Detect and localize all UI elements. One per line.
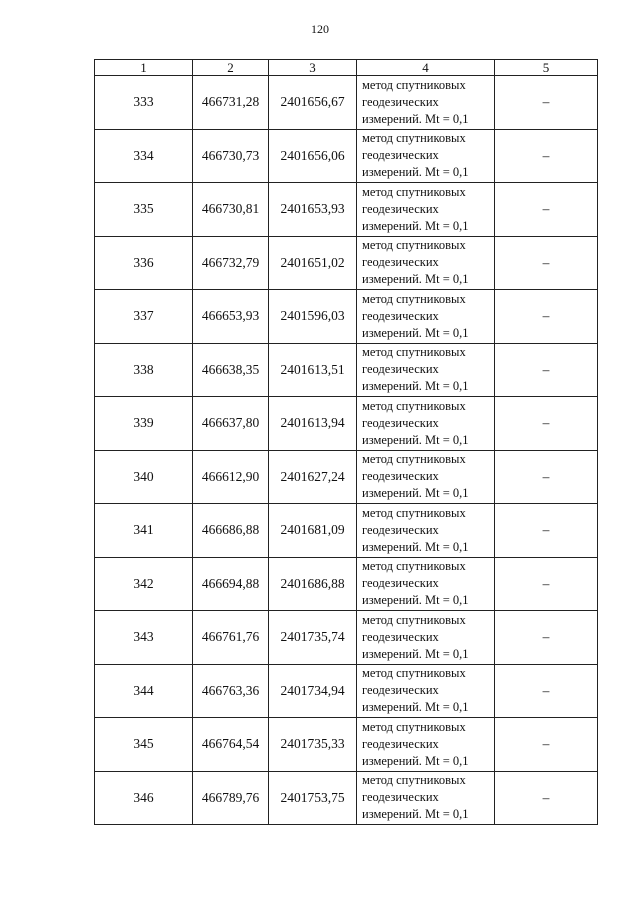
point-number-cell: 333	[95, 76, 193, 130]
method-line: геодезических	[362, 522, 439, 537]
method-cell	[357, 236, 495, 290]
method-line: измерений. Mt = 0,1	[362, 539, 469, 554]
table-row	[95, 771, 598, 825]
method-line: метод спутниковых	[362, 505, 466, 520]
note-cell: –	[495, 504, 598, 558]
note-cell: –	[495, 771, 598, 825]
point-number-cell: 335	[95, 183, 193, 237]
x-coordinate-cell: 466694,88	[193, 557, 269, 611]
note-cell: –	[495, 183, 598, 237]
column-header-1: 1	[95, 60, 193, 76]
method-line: метод спутниковых	[362, 238, 466, 253]
method-line: метод спутниковых	[362, 559, 466, 574]
method-line: геодезических	[362, 790, 439, 805]
header-row	[95, 60, 598, 76]
method-line: измерений. Mt = 0,1	[362, 700, 469, 715]
table-row	[95, 557, 598, 611]
method-line: измерений. Mt = 0,1	[362, 807, 469, 822]
method-line: измерений. Mt = 0,1	[362, 165, 469, 180]
x-coordinate-cell: 466730,81	[193, 183, 269, 237]
table-row	[95, 129, 598, 183]
method-line: измерений. Mt = 0,1	[362, 379, 469, 394]
table-row	[95, 290, 598, 344]
point-number-cell: 343	[95, 611, 193, 665]
method-line: геодезических	[362, 629, 439, 644]
y-coordinate-cell: 2401653,93	[269, 183, 357, 237]
method-cell	[357, 557, 495, 611]
method-line: измерений. Mt = 0,1	[362, 593, 469, 608]
method-line: измерений. Mt = 0,1	[362, 218, 469, 233]
method-line: геодезических	[362, 683, 439, 698]
method-cell	[357, 183, 495, 237]
x-coordinate-cell: 466789,76	[193, 771, 269, 825]
note-cell: –	[495, 718, 598, 772]
column-header-4: 4	[357, 60, 495, 76]
table-row	[95, 343, 598, 397]
method-cell	[357, 450, 495, 504]
y-coordinate-cell: 2401656,67	[269, 76, 357, 130]
x-coordinate-cell: 466732,79	[193, 236, 269, 290]
table-row	[95, 183, 598, 237]
y-coordinate-cell: 2401613,94	[269, 397, 357, 451]
method-line: геодезических	[362, 469, 439, 484]
y-coordinate-cell: 2401753,75	[269, 771, 357, 825]
table-row	[95, 664, 598, 718]
column-header-3: 3	[269, 60, 357, 76]
table-row	[95, 236, 598, 290]
y-coordinate-cell: 2401681,09	[269, 504, 357, 558]
method-line: метод спутниковых	[362, 345, 466, 360]
method-line: метод спутниковых	[362, 719, 466, 734]
method-line: измерений. Mt = 0,1	[362, 486, 469, 501]
point-number-cell: 342	[95, 557, 193, 611]
x-coordinate-cell: 466638,35	[193, 343, 269, 397]
table-row	[95, 504, 598, 558]
note-cell: –	[495, 236, 598, 290]
note-cell: –	[495, 664, 598, 718]
table-header	[95, 60, 598, 76]
point-number-cell: 346	[95, 771, 193, 825]
table-row	[95, 76, 598, 130]
note-cell: –	[495, 397, 598, 451]
method-line: метод спутниковых	[362, 291, 466, 306]
method-line: метод спутниковых	[362, 77, 466, 92]
method-line: геодезических	[362, 308, 439, 323]
method-line: измерений. Mt = 0,1	[362, 646, 469, 661]
note-cell: –	[495, 611, 598, 665]
method-line: метод спутниковых	[362, 184, 466, 199]
y-coordinate-cell: 2401651,02	[269, 236, 357, 290]
x-coordinate-cell: 466731,28	[193, 76, 269, 130]
table-row	[95, 718, 598, 772]
method-cell	[357, 611, 495, 665]
y-coordinate-cell: 2401735,33	[269, 718, 357, 772]
table-row	[95, 611, 598, 665]
method-cell	[357, 343, 495, 397]
note-cell: –	[495, 343, 598, 397]
x-coordinate-cell: 466653,93	[193, 290, 269, 344]
point-number-cell: 338	[95, 343, 193, 397]
column-header-5: 5	[495, 60, 598, 76]
x-coordinate-cell: 466761,76	[193, 611, 269, 665]
point-number-cell: 345	[95, 718, 193, 772]
y-coordinate-cell: 2401627,24	[269, 450, 357, 504]
method-line: метод спутниковых	[362, 131, 466, 146]
point-number-cell: 340	[95, 450, 193, 504]
note-cell: –	[495, 290, 598, 344]
method-line: геодезических	[362, 201, 439, 216]
note-cell: –	[495, 76, 598, 130]
method-cell	[357, 718, 495, 772]
method-cell	[357, 129, 495, 183]
x-coordinate-cell: 466637,80	[193, 397, 269, 451]
table-row	[95, 450, 598, 504]
coordinates-table	[94, 59, 598, 825]
y-coordinate-cell: 2401735,74	[269, 611, 357, 665]
x-coordinate-cell: 466730,73	[193, 129, 269, 183]
method-line: измерений. Mt = 0,1	[362, 111, 469, 126]
method-line: измерений. Mt = 0,1	[362, 753, 469, 768]
method-line: геодезических	[362, 576, 439, 591]
x-coordinate-cell: 466686,88	[193, 504, 269, 558]
method-line: геодезических	[362, 94, 439, 109]
column-header-2: 2	[193, 60, 269, 76]
method-cell	[357, 504, 495, 558]
table-row	[95, 397, 598, 451]
method-line: геодезических	[362, 255, 439, 270]
x-coordinate-cell: 466764,54	[193, 718, 269, 772]
point-number-cell: 339	[95, 397, 193, 451]
point-number-cell: 341	[95, 504, 193, 558]
method-line: измерений. Mt = 0,1	[362, 432, 469, 447]
note-cell: –	[495, 557, 598, 611]
method-line: метод спутниковых	[362, 612, 466, 627]
y-coordinate-cell: 2401686,88	[269, 557, 357, 611]
point-number-cell: 344	[95, 664, 193, 718]
method-cell	[357, 664, 495, 718]
point-number-cell: 334	[95, 129, 193, 183]
method-cell	[357, 771, 495, 825]
method-line: метод спутниковых	[362, 773, 466, 788]
table-body	[95, 76, 598, 825]
method-line: метод спутниковых	[362, 452, 466, 467]
x-coordinate-cell: 466763,36	[193, 664, 269, 718]
y-coordinate-cell: 2401656,06	[269, 129, 357, 183]
method-line: метод спутниковых	[362, 398, 466, 413]
method-cell	[357, 76, 495, 130]
method-cell	[357, 397, 495, 451]
method-line: измерений. Mt = 0,1	[362, 272, 469, 287]
y-coordinate-cell: 2401596,03	[269, 290, 357, 344]
method-line: геодезических	[362, 736, 439, 751]
method-line: геодезических	[362, 415, 439, 430]
y-coordinate-cell: 2401613,51	[269, 343, 357, 397]
point-number-cell: 336	[95, 236, 193, 290]
x-coordinate-cell: 466612,90	[193, 450, 269, 504]
method-line: измерений. Mt = 0,1	[362, 325, 469, 340]
note-cell: –	[495, 450, 598, 504]
note-cell: –	[495, 129, 598, 183]
page-number: 120	[311, 22, 329, 36]
method-line: метод спутниковых	[362, 666, 466, 681]
y-coordinate-cell: 2401734,94	[269, 664, 357, 718]
method-line: геодезических	[362, 148, 439, 163]
method-cell	[357, 290, 495, 344]
method-line: геодезических	[362, 362, 439, 377]
point-number-cell: 337	[95, 290, 193, 344]
